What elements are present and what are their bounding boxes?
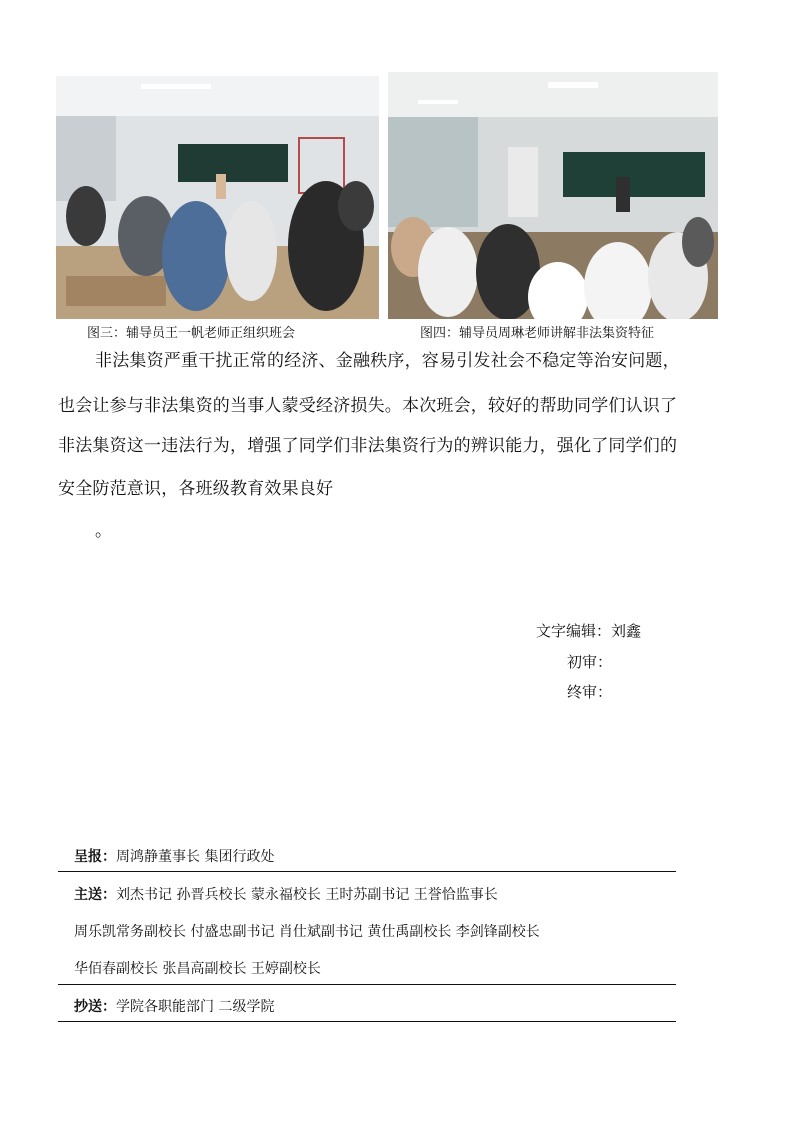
report-label: 呈报： — [74, 849, 116, 865]
main-recipients-3: 华佰春副校长 张昌高副校长 王婷副校长 — [74, 961, 321, 977]
classroom-photo-1 — [56, 76, 379, 319]
final-review-label: 终审： — [567, 683, 613, 701]
copy-recipients: 学院各职能部门 二级学院 — [116, 999, 275, 1015]
copy-label: 抄送： — [74, 999, 116, 1015]
divider-3 — [58, 1021, 676, 1022]
main-recipients-2: 周乐凯常务副校长 付盛忠副书记 肖仕斌副书记 黄仕禹副校长 李剑锋副校长 — [74, 924, 540, 940]
body-line-5: 。 — [95, 521, 113, 541]
divider-2 — [58, 984, 676, 985]
main-recipients-1: 刘杰书记 孙晋兵校长 蒙永福校长 王时苏副书记 王誉恰监事长 — [116, 887, 498, 903]
text-editor-credit: 文字编辑：刘鑫 — [536, 622, 642, 640]
classroom-photo-2 — [388, 72, 718, 319]
first-review-label: 初审： — [567, 653, 613, 671]
body-line-3: 非法集资这一违法行为，增强了同学们非法集资行为的辨识能力，强化了同学们的 — [58, 436, 678, 456]
report-recipients: 周鸿静董事长 集团行政处 — [116, 849, 275, 865]
figure-caption-3: 图三：辅导员王一帆老师正组织班会 — [87, 326, 296, 341]
body-line-1: 非法集资严重干扰正常的经济、金融秩序，容易引发社会不稳定等治安问题， — [95, 351, 680, 371]
body-line-2: 也会让参与非法集资的当事人蒙受经济损失。本次班会，较好的帮助同学们认识了 — [58, 396, 678, 416]
main-label: 主送： — [74, 887, 116, 903]
divider-1 — [58, 871, 676, 872]
figure-caption-4: 图四：辅导员周琳老师讲解非法集资特征 — [420, 326, 655, 341]
body-line-4: 安全防范意识，各班级教育效果良好 — [58, 479, 334, 499]
